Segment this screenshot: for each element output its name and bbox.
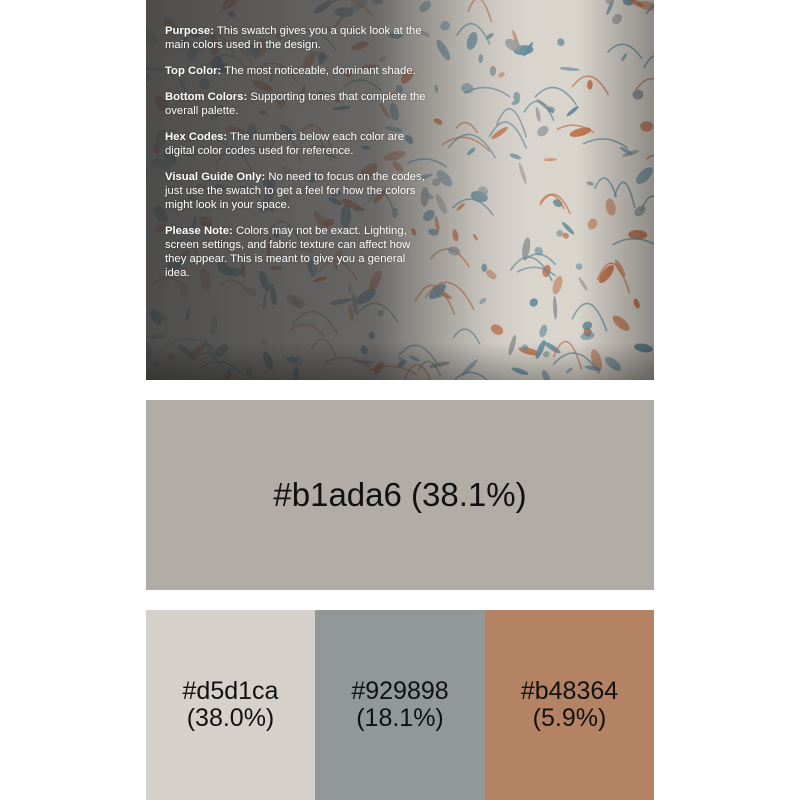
swatch-notes: [165, 24, 431, 292]
note-text: This swatch gives you a quick look at the main colors used in the design.: [165, 25, 422, 51]
note-term: Visual Guide Only:: [165, 171, 266, 183]
note-text: No need to focus on the codes, just use the swatch to get a feel for how the colors might look in your space.: [165, 171, 425, 211]
swatch-hex: #b48364: [520, 677, 619, 705]
swatch-percent: (38.1%): [411, 476, 527, 513]
note-text: The most noticeable, dominant shade.: [221, 65, 416, 77]
supporting-color-swatch-1: [146, 610, 315, 800]
note-text: Supporting tones that complete the overall palette.: [165, 91, 426, 117]
fabric-pattern-image: [146, 0, 654, 380]
supporting-color-swatch-3: [485, 610, 654, 800]
note-term: Top Color:: [165, 65, 222, 77]
swatch-percent: (18.1%): [356, 704, 444, 732]
swatch-percent: (5.9%): [532, 704, 607, 732]
note-bottom-colors: [165, 90, 431, 118]
note-top-color: [165, 64, 431, 78]
note-hex-codes: [165, 130, 431, 158]
swatch-hex: #b1ada6: [273, 476, 402, 513]
swatch-hex: #d5d1ca: [182, 677, 279, 705]
note-text: Colors may not be exact. Lighting, screen settings, and fabric texture can affect how they appear. This is meant to give you a general idea.: [165, 225, 411, 279]
note-text: The numbers below each color are digital color codes used for reference.: [165, 131, 405, 157]
note-term: Hex Codes:: [165, 131, 228, 143]
note-please-note: [165, 224, 431, 280]
note-term: Bottom Colors:: [165, 91, 248, 103]
swatch-label: [273, 476, 526, 514]
supporting-color-swatch-2: [315, 610, 485, 800]
swatch-percent: (38.0%): [186, 704, 275, 732]
note-purpose: [165, 24, 431, 52]
dominant-color-swatch: [146, 400, 654, 590]
note-term: Purpose:: [165, 25, 214, 37]
swatch-hex: #929898: [351, 677, 449, 705]
note-term: Please Note:: [165, 225, 233, 237]
note-visual-guide: [165, 170, 431, 212]
